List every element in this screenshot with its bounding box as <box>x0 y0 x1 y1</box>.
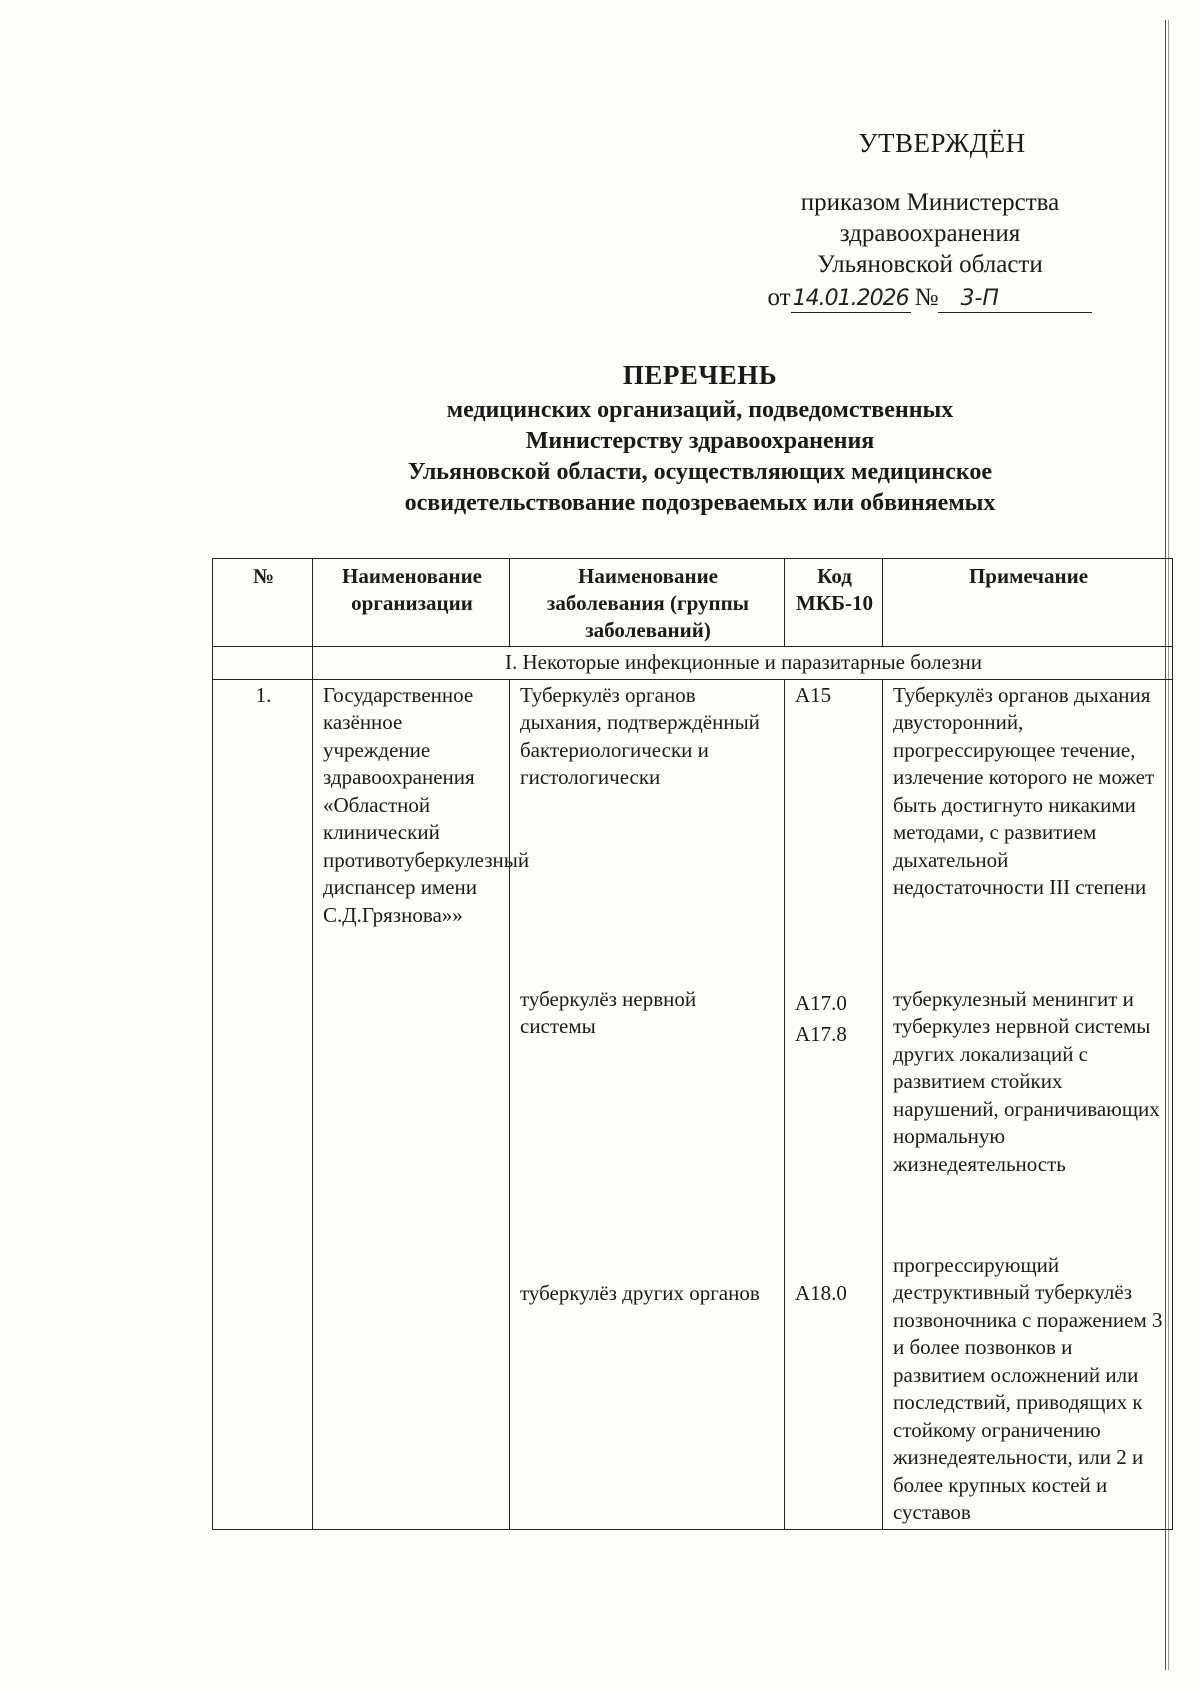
header-org: Наименование организации <box>313 559 510 647</box>
title-line: Министерству здравоохранения <box>525 428 875 454</box>
icd-code-value: A18.0 <box>795 1280 847 1305</box>
approval-line: приказом Министерства <box>800 189 1060 216</box>
icd-code <box>785 984 883 1250</box>
approval-line: Ульяновской области <box>817 251 1043 278</box>
disease-name: Туберкулёз органов дыхания, подтверждённый бактериологически и гистологически <box>510 679 785 984</box>
approval-stamp-block <box>760 128 1100 313</box>
header-disease: Наименование заболевания (группы заболеваний) <box>510 559 785 647</box>
handwritten-number: 3-П <box>938 286 1092 313</box>
icd-code <box>785 1250 883 1530</box>
icd-code-value: A15 <box>795 682 832 707</box>
icd-code-value: A17.0 <box>795 990 847 1015</box>
disease-name: туберкулёз нервной системы <box>510 984 785 1250</box>
number-label: № <box>914 284 939 311</box>
approval-line: здравоохранения <box>839 220 1021 247</box>
icd-code-value: A17.8 <box>795 1022 847 1046</box>
approved-heading: УТВЕРЖДЁН <box>858 128 1026 158</box>
icd-code <box>785 679 883 984</box>
header-note: Примечание <box>883 559 1173 647</box>
header-code: Код МКБ-10 <box>785 559 883 647</box>
from-label: от <box>767 284 791 311</box>
note-text: Туберкулёз органов дыхания двусторонний, прогрессирующее течение, излечение которого не может быть достигнуто никакими методами, с развитием дыхательной недостаточности III степени <box>883 679 1173 984</box>
section-row <box>213 647 1173 680</box>
disease-name: туберкулёз других органов <box>510 1250 785 1530</box>
note-text: туберкулезный менингит и туберкулез нервной системы других локализаций с развитием стойких нарушений, ограничивающих нормальную жизнедеятельность <box>883 984 1173 1250</box>
title-main: ПЕРЕЧЕНЬ <box>622 360 778 390</box>
document-title <box>280 360 1120 519</box>
title-line: освидетельствование подозреваемых или обвиняемых <box>404 490 996 516</box>
organizations-table <box>212 558 1173 1530</box>
handwritten-date: 14.01.2026 <box>791 286 911 313</box>
table-header-row <box>213 559 1173 647</box>
title-line: медицинских организаций, подведомственных <box>446 397 954 423</box>
order-date-number <box>760 282 1100 313</box>
section-title: I. Некоторые инфекционные и паразитарные болезни <box>313 647 1173 680</box>
row-number: 1. <box>213 679 313 1529</box>
title-line: Ульяновской области, осуществляющих медицинское <box>407 459 993 485</box>
header-num: № <box>213 559 313 647</box>
table-row <box>213 679 1173 984</box>
note-text: прогрессирующий деструктивный туберкулёз позвоночника с поражением 3 и более позвонков и развитием осложнений или последствий, приводящих к стойкому ограничению жизнедеятельности, или 2 и более крупных костей и суставов <box>883 1250 1173 1530</box>
organization-name: Государственное казённое учреждение здравоохранения «Областной клинический противотуберкулезный диспансер имени С.Д.Грязнова»» <box>313 679 510 1529</box>
